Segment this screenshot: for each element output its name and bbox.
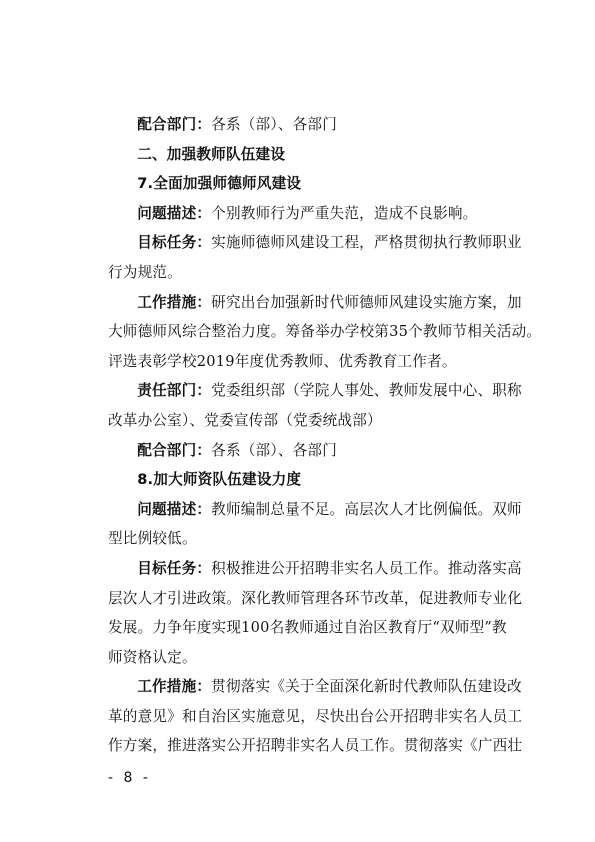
field-label: 配合部门： (137, 441, 212, 459)
field-value: 行为规范。 (108, 263, 182, 281)
text-line (108, 199, 484, 229)
text-line-continuation (108, 258, 484, 288)
field-label: 目标任务： (137, 234, 212, 252)
field-value: 教师编制总量不足。高层次人才比例偏低。双师 (211, 500, 522, 518)
field-value: 各系（部）、各部门 (211, 116, 338, 133)
page-number: - 8 - (108, 770, 151, 786)
text-line-continuation (108, 317, 542, 347)
text-line-continuation (108, 347, 484, 377)
text-line (108, 288, 522, 318)
field-label: 目标任务： (137, 559, 212, 577)
text-line (108, 228, 522, 258)
field-value: 个别教师行为严重失范，造成不良影响。 (211, 204, 478, 222)
text-line-continuation (108, 643, 484, 673)
field-label: 问题描述： (137, 500, 212, 518)
text-line-continuation (108, 702, 523, 732)
section-heading (108, 140, 484, 170)
field-value: 发展。力争年度实现100名教师通过自治区教育厅“双师型”教 (108, 619, 507, 637)
field-value: 评选表彰学校2019年度优秀教师、优秀教育工作者。 (108, 352, 457, 370)
field-value: 积极推进公开招聘非实名人员工作。推动落实高 (211, 559, 522, 577)
document-body (108, 110, 542, 761)
subsection-heading (108, 169, 484, 199)
field-label: 配合部门： (137, 116, 212, 133)
field-value: 实施师德师风建设工程，严格贯彻执行教师职业 (211, 234, 522, 252)
field-value: 作方案，推进落实公开招聘非实名人员工作。贯彻落实《广西壮 (108, 737, 523, 755)
field-label: 问题描述： (137, 204, 212, 222)
subsection-heading (108, 465, 484, 495)
text-line-continuation (108, 731, 523, 761)
text-line (108, 436, 484, 466)
text-line-continuation (108, 406, 484, 436)
text-line (108, 376, 522, 406)
text-line-continuation (108, 524, 484, 554)
field-value: 改革办公室）、党委宣传部（党委统战部） (108, 411, 382, 429)
field-value: 贯彻落实《关于全面深化新时代教师队伍建设改 (211, 678, 522, 696)
section-heading-text: 二、加强教师队伍建设 (137, 145, 286, 163)
text-line-continuation (108, 584, 523, 614)
field-value: 师资格认定。 (108, 648, 197, 666)
field-label: 工作措施： (137, 678, 212, 696)
text-line-continuation (108, 613, 507, 643)
text-line (108, 110, 484, 140)
field-value: 各系（部）、各部门 (211, 441, 338, 459)
field-value: 大师德师风综合整治力度。筹备举办学校第35个教师节相关活动。 (108, 323, 542, 341)
field-value: 革的意见》和自治区实施意见，尽快出台公开招聘非实名人员工 (108, 707, 523, 725)
subsection-heading-text: 7.全面加强师德师风建设 (137, 175, 302, 193)
field-label: 责任部门： (137, 382, 212, 400)
text-line (108, 495, 522, 525)
text-line (108, 554, 522, 584)
text-line (108, 672, 522, 702)
field-value: 党委组织部（学院人事处、教师发展中心、职称 (211, 382, 522, 400)
field-label: 工作措施： (137, 293, 212, 311)
subsection-heading-text: 8.加大师资队伍建设力度 (137, 471, 302, 489)
field-value: 层次人才引进政策。深化教师管理各环节改革，促进教师专业化 (108, 589, 523, 607)
field-value: 研究出台加强新时代师德师风建设实施方案，加 (211, 293, 522, 311)
field-value: 型比例较低。 (108, 530, 197, 548)
